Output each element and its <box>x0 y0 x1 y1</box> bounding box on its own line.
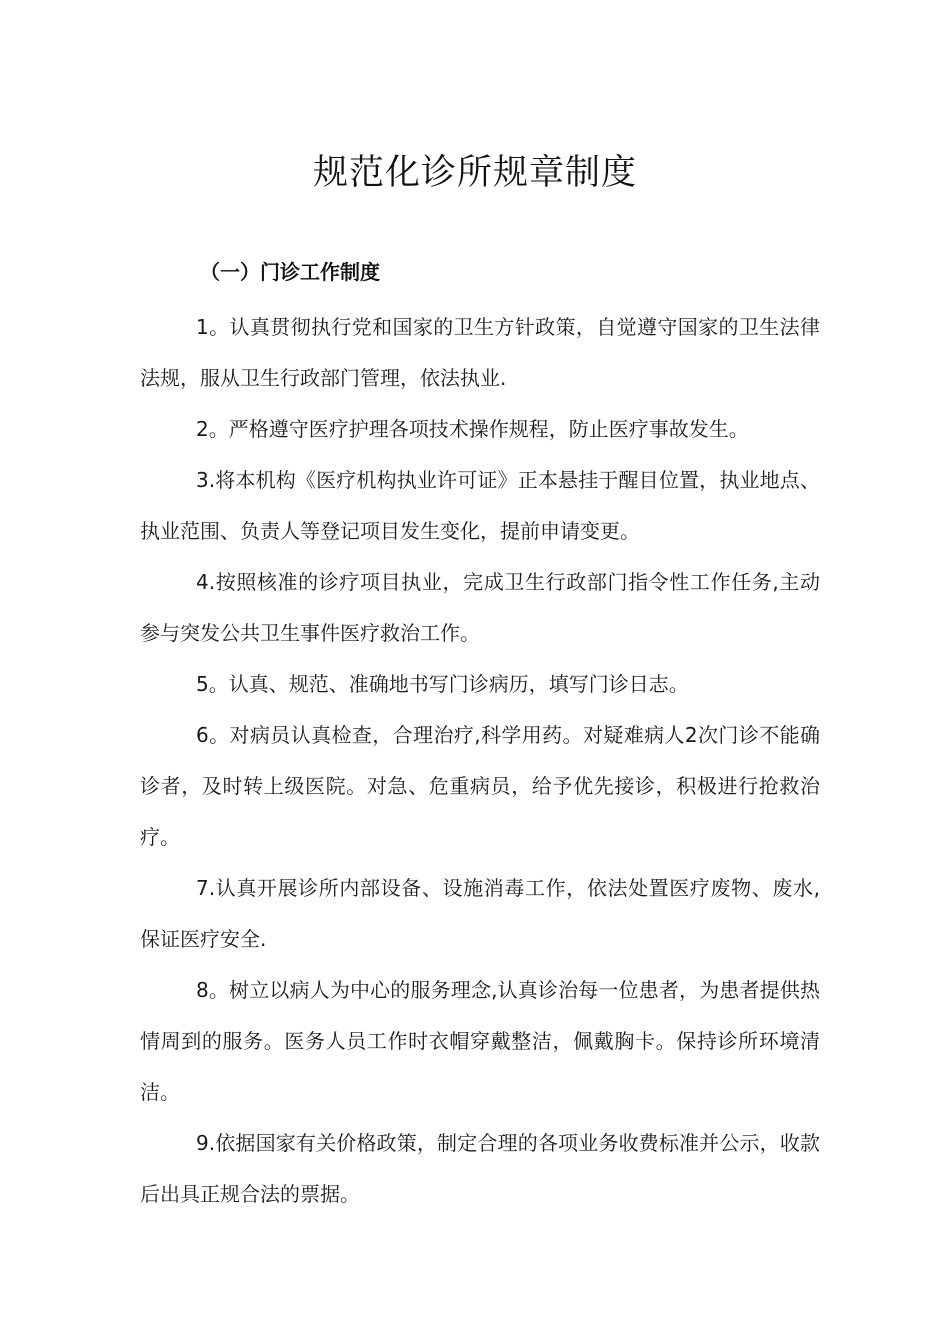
clause-2: 2。严格遵守医疗护理各项技术操作规程，防止医疗事故发生。 <box>196 417 749 441</box>
clause-1: 1。认真贯彻执行党和国家的卫生方针政策，自觉遵守国家的卫生法律法规，服从卫生行政部门管理，依法执业. <box>140 315 820 390</box>
clause-7: 7.认真开展诊所内部设备、设施消毒工作，依法处置医疗废物、废水,保证医疗安全. <box>140 876 820 951</box>
clause-3: 3.将本机构《医疗机构执业许可证》正本悬挂于醒目位置，执业地点、执业范围、负责人等登记项目发生变化，提前申请变更。 <box>140 468 820 543</box>
section-heading: （一）门诊工作制度 <box>200 260 380 284</box>
clause-5: 5。认真、规范、准确地书写门诊病历，填写门诊日志。 <box>196 672 689 696</box>
clause-6: 6。对病员认真检查，合理治疗,科学用药。对疑难病人2次门诊不能确诊者，及时转上级医院。对急、危重病员，给予优先接诊，积极进行抢救治疗。 <box>140 723 820 849</box>
document-title: 规范化诊所规章制度 <box>312 153 637 193</box>
document-body <box>140 246 820 1220</box>
clause-9: 9.依据国家有关价格政策，制定合理的各项业务收费标准并公示，收款后出具正规合法的票据。 <box>140 1131 820 1206</box>
clause-8: 8。树立以病人为中心的服务理念,认真诊治每一位患者，为患者提供热情周到的服务。医务人员工作时衣帽穿戴整洁，佩戴胸卡。保持诊所环境清洁。 <box>140 978 820 1104</box>
clause-4: 4.按照核准的诊疗项目执业，完成卫生行政部门指令性工作任务,主动参与突发公共卫生事件医疗救治工作。 <box>140 570 820 645</box>
